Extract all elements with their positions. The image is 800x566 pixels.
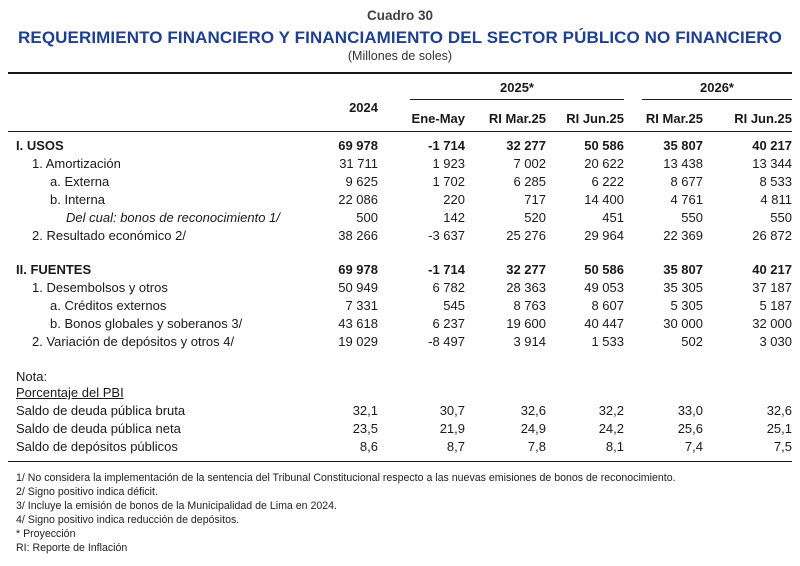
col-header-ri-jun25-2025: RI Jun.25: [566, 111, 624, 126]
cell-value: 32 000: [752, 316, 792, 331]
table-row: [0, 174, 800, 192]
table-row: [0, 262, 800, 280]
cell-value: 6 285: [513, 174, 546, 189]
footnote: 2/ Signo positivo indica déficit.: [16, 486, 158, 498]
cell-value: 502: [681, 334, 703, 349]
cell-value: 550: [770, 210, 792, 225]
cell-value: 33,0: [677, 403, 703, 418]
row-label: II. FUENTES: [16, 262, 92, 277]
cell-value: 49 053: [584, 280, 624, 295]
cell-value: 142: [443, 210, 465, 225]
cell-value: 32,6: [520, 403, 546, 418]
cell-value: 1 702: [432, 174, 465, 189]
row-label: Saldo de depósitos públicos: [16, 439, 178, 454]
cell-value: 69 978: [338, 138, 378, 153]
cell-value: 550: [681, 210, 703, 225]
footnote: 4/ Signo positivo indica reducción de depósitos.: [16, 514, 240, 526]
cell-value: 43 618: [338, 316, 378, 331]
cell-value: 31 711: [339, 156, 378, 171]
table-row: [0, 334, 800, 352]
row-label: 2. Resultado económico 2/: [32, 228, 186, 243]
cell-value: 35 807: [663, 262, 703, 277]
footnote: RI: Reporte de Inflación: [16, 542, 128, 554]
cell-value: 37 187: [752, 280, 792, 295]
cell-value: -8 497: [428, 334, 465, 349]
cell-value: 22 086: [338, 192, 378, 207]
cell-value: 50 949: [338, 280, 378, 295]
cell-value: 6 237: [432, 316, 465, 331]
cell-value: 24,9: [520, 421, 546, 436]
cell-value: 22 369: [663, 228, 703, 243]
nota-label: Nota:: [16, 369, 48, 384]
col-header-ri-jun25-2026: RI Jun.25: [734, 111, 792, 126]
cell-value: 8,6: [359, 439, 378, 454]
cell-value: 69 978: [338, 262, 378, 277]
row-label: 1. Desembolsos y otros: [32, 280, 168, 295]
cell-value: 4 811: [760, 192, 792, 207]
cell-value: 8 763: [513, 298, 546, 313]
cell-value: 13 344: [752, 156, 792, 171]
cell-value: 545: [443, 298, 465, 313]
cell-value: 220: [443, 192, 465, 207]
cell-value: 50 586: [584, 138, 624, 153]
col-group-2026: 2026*: [700, 80, 734, 95]
cell-value: 1 533: [591, 334, 624, 349]
col-group-2025: 2025*: [500, 80, 534, 95]
group-rule-2026: [642, 99, 792, 100]
cell-value: 32 277: [506, 138, 546, 153]
cell-value: 19 600: [506, 316, 546, 331]
table-row: [0, 228, 800, 246]
table-row: [0, 192, 800, 210]
cell-value: 25,6: [677, 421, 703, 436]
footnote: * Proyección: [16, 528, 76, 540]
cell-value: 7 331: [345, 298, 378, 313]
notes-rule: [8, 461, 792, 462]
row-label: Del cual: bonos de reconocimiento 1/: [66, 210, 280, 225]
cell-value: 30,7: [439, 403, 465, 418]
row-label: 2. Variación de depósitos y otros 4/: [32, 334, 235, 349]
cell-value: 21,9: [439, 421, 465, 436]
cell-value: 1 923: [432, 156, 465, 171]
cell-value: 20 622: [584, 156, 624, 171]
row-label: Saldo de deuda pública neta: [16, 421, 181, 436]
cell-value: 520: [524, 210, 546, 225]
cell-value: 717: [524, 192, 546, 207]
cell-value: 40 217: [752, 262, 792, 277]
cell-value: 451: [602, 210, 624, 225]
cell-value: 38 266: [338, 228, 378, 243]
cell-value: 4 761: [670, 192, 703, 207]
cell-value: 50 586: [584, 262, 624, 277]
cell-value: 32,2: [598, 403, 624, 418]
cell-value: 6 222: [591, 174, 624, 189]
cell-value: 8,1: [605, 439, 624, 454]
cell-value: 35 305: [663, 280, 703, 295]
cell-value: 8 607: [591, 298, 624, 313]
cell-value: 6 782: [432, 280, 465, 295]
cell-value: 26 872: [752, 228, 792, 243]
cell-value: 8 677: [670, 174, 703, 189]
nota-row: [0, 403, 800, 421]
cell-value: 25,1: [766, 421, 792, 436]
group-rule-2025: [410, 99, 624, 100]
cell-value: 23,5: [352, 421, 378, 436]
cell-value: 3 914: [513, 334, 546, 349]
table-row: [0, 280, 800, 298]
cell-value: 32,6: [766, 403, 792, 418]
col-header-ri-mar25-2026: RI Mar.25: [645, 111, 703, 126]
nota-row: [0, 421, 800, 439]
nota-row: [0, 439, 800, 457]
cell-value: 8,7: [446, 439, 465, 454]
cell-value: 7,8: [527, 439, 546, 454]
cell-value: 29 964: [584, 228, 624, 243]
table-title: REQUERIMIENTO FINANCIERO Y FINANCIAMIENTO DEL SECTOR PÚBLICO NO FINANCIERO: [18, 28, 782, 47]
row-label: a. Créditos externos: [50, 298, 167, 313]
cell-value: 19 029: [338, 334, 378, 349]
cell-value: -1 714: [428, 138, 465, 153]
cell-value: -3 637: [428, 228, 465, 243]
cell-value: 5 305: [670, 298, 703, 313]
cell-value: 5 187: [759, 298, 792, 313]
cell-value: 30 000: [663, 316, 703, 331]
cell-value: 40 447: [584, 316, 624, 331]
cell-value: 3 030: [759, 334, 792, 349]
cell-value: 14 400: [584, 192, 624, 207]
cell-value: 9 625: [345, 174, 378, 189]
cell-value: 35 807: [663, 138, 703, 153]
pct-pbi-label: Porcentaje del PBI: [16, 385, 124, 400]
cell-value: -1 714: [428, 262, 465, 277]
row-label: b. Bonos globales y soberanos 3/: [50, 316, 243, 331]
cell-value: 7,4: [684, 439, 703, 454]
cell-value: 32 277: [506, 262, 546, 277]
cell-value: 500: [356, 210, 378, 225]
cell-value: 8 533: [759, 174, 792, 189]
cell-value: 7 002: [513, 156, 546, 171]
top-rule: [8, 72, 792, 74]
row-label: Saldo de deuda pública bruta: [16, 403, 186, 418]
row-label: b. Interna: [50, 192, 105, 207]
col-header-ri-mar25-2025: RI Mar.25: [488, 111, 546, 126]
table-caption: Cuadro 30: [366, 8, 434, 23]
row-label: 1. Amortización: [32, 156, 121, 171]
col-header-ene-may: Ene-May: [411, 111, 465, 126]
cell-value: 28 363: [506, 280, 546, 295]
cell-value: 7,5: [773, 439, 792, 454]
table-row: [0, 316, 800, 334]
cell-value: 32,1: [352, 403, 378, 418]
table-row: [0, 156, 800, 174]
row-label: a. Externa: [50, 174, 110, 189]
table-row: [0, 210, 800, 228]
table-subtitle: (Millones de soles): [347, 49, 453, 63]
row-label: I. USOS: [16, 138, 64, 153]
header-rule: [8, 131, 792, 132]
table-row: [0, 298, 800, 316]
cell-value: 25 276: [506, 228, 546, 243]
footnote: 3/ Incluye la emisión de bonos de la Municipalidad de Lima en 2024.: [16, 500, 337, 512]
cell-value: 13 438: [663, 156, 703, 171]
cell-value: 40 217: [752, 138, 792, 153]
footnote: 1/ No considera la implementación de la sentencia del Tribunal Constitucional respecto a las nuevas emisiones de bonos de reconocimiento.: [16, 472, 676, 484]
col-header-2024: 2024: [349, 100, 378, 115]
cell-value: 24,2: [598, 421, 624, 436]
table-row: [0, 138, 800, 156]
